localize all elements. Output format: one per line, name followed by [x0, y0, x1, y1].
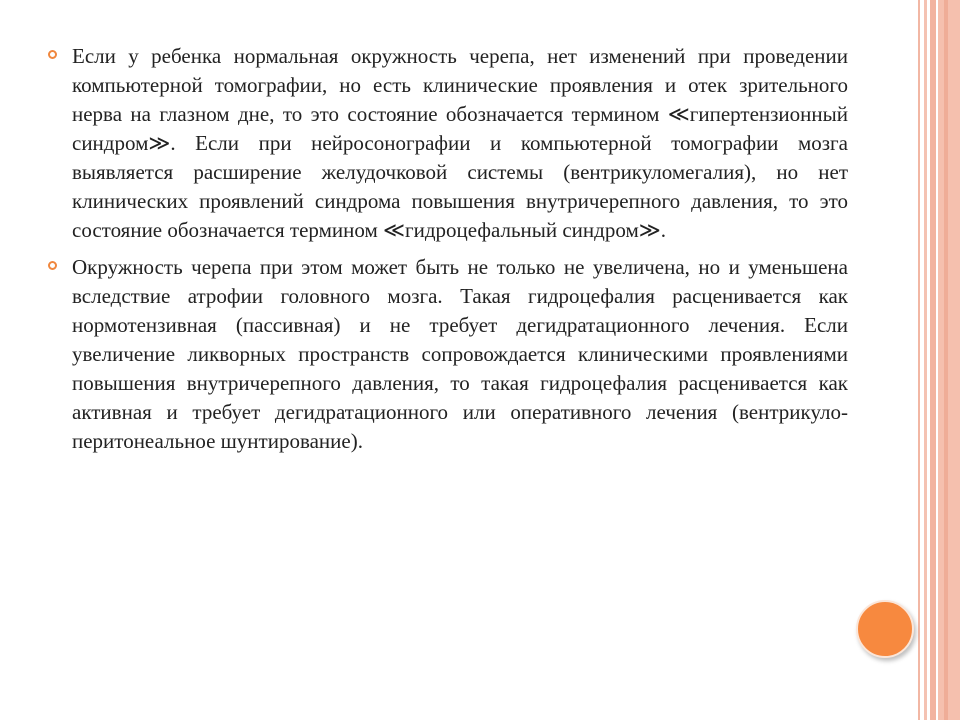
bullet-circle-icon: [48, 50, 57, 59]
bullet-text: Если у ребенка нормальная окружность черепа, нет изменений при проведении компьютерной томографии, но есть клинические проявления и отек зрительного нерва на глазном дне, то это состояние обозначается термином ≪гипертензионный синдром≫. Если при нейросонографии и компьютерной томографии мозга выявляется расширение желудочковой системы (вентрикуломегалия), но нет клинических проявлений синдрома повышения внутричерепного давления, то это состояние обозначается термином ≪гидроцефальный синдром≫.: [72, 44, 848, 242]
decorative-stripe: [944, 0, 948, 720]
decorative-stripe: [924, 0, 927, 720]
slide-content: [48, 42, 848, 464]
decorative-orange-circle: [856, 600, 914, 658]
decorative-stripe: [938, 0, 960, 720]
decorative-stripe: [918, 0, 920, 720]
bullet-item: [48, 253, 848, 456]
bullet-item: [48, 42, 848, 245]
decorative-stripe: [930, 0, 936, 720]
bullet-circle-icon: [48, 261, 57, 270]
bullet-text: Окружность черепа при этом может быть не только не увеличена, но и уменьшена вследствие атрофии головного мозга. Такая гидроцефалия расценивается как нормотензивная (пассивная) и не требует дегидратационного лечения. Если увеличение ликворных пространств сопровождается клиническими проявлениями повышения внутричерепного давления, то такая гидроцефалия расценивается как активная и требует дегидратационного или оперативного лечения (вентрикуло-перитонеальное шунтирование).: [72, 255, 848, 453]
